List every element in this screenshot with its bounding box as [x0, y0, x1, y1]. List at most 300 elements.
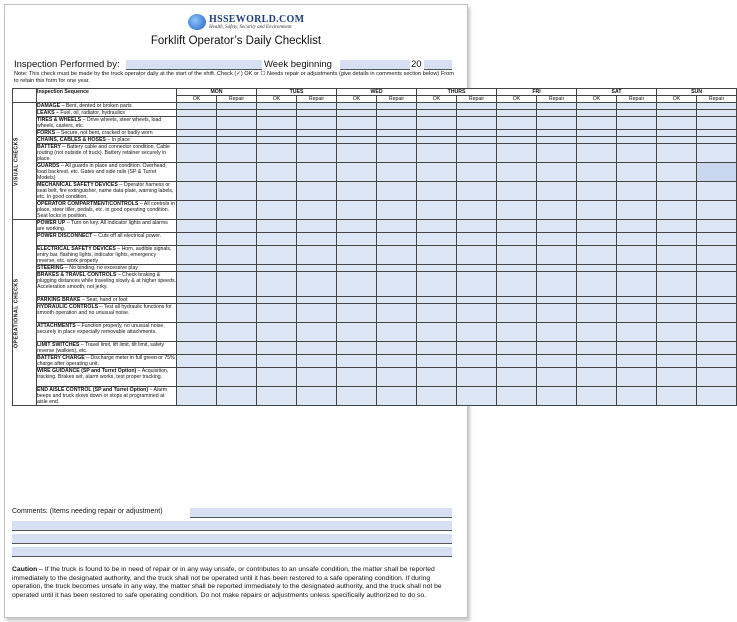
- repair-checkbox-sat[interactable]: [617, 117, 657, 130]
- ok-checkbox-tues[interactable]: [257, 130, 297, 137]
- repair-checkbox-wed[interactable]: [377, 220, 417, 233]
- ok-checkbox-sat[interactable]: [577, 201, 617, 220]
- ok-checkbox-thurs[interactable]: [417, 297, 457, 304]
- repair-checkbox-sat[interactable]: [617, 220, 657, 233]
- ok-checkbox-sat[interactable]: [577, 246, 617, 265]
- ok-checkbox-mon[interactable]: [177, 220, 217, 233]
- comments-line-2[interactable]: [12, 521, 452, 531]
- repair-checkbox-mon[interactable]: [217, 163, 257, 182]
- ok-checkbox-fri[interactable]: [497, 117, 537, 130]
- repair-checkbox-fri[interactable]: [537, 297, 577, 304]
- ok-checkbox-wed[interactable]: [337, 130, 377, 137]
- repair-checkbox-wed[interactable]: [377, 233, 417, 246]
- repair-checkbox-wed[interactable]: [377, 297, 417, 304]
- ok-checkbox-fri[interactable]: [497, 201, 537, 220]
- ok-checkbox-fri[interactable]: [497, 323, 537, 342]
- repair-checkbox-mon[interactable]: [217, 304, 257, 323]
- ok-checkbox-thurs[interactable]: [417, 342, 457, 355]
- repair-checkbox-fri[interactable]: [537, 233, 577, 246]
- ok-checkbox-mon[interactable]: [177, 272, 217, 297]
- repair-checkbox-wed[interactable]: [377, 304, 417, 323]
- ok-checkbox-sat[interactable]: [577, 130, 617, 137]
- repair-checkbox-sun[interactable]: [697, 387, 737, 406]
- ok-checkbox-thurs[interactable]: [417, 323, 457, 342]
- ok-checkbox-fri[interactable]: [497, 355, 537, 368]
- repair-checkbox-wed[interactable]: [377, 368, 417, 387]
- year-field[interactable]: [424, 60, 452, 70]
- ok-checkbox-sun[interactable]: [657, 297, 697, 304]
- ok-checkbox-sat[interactable]: [577, 163, 617, 182]
- repair-checkbox-tues[interactable]: [297, 137, 337, 144]
- ok-checkbox-fri[interactable]: [497, 220, 537, 233]
- repair-checkbox-mon[interactable]: [217, 201, 257, 220]
- ok-checkbox-thurs[interactable]: [417, 387, 457, 406]
- repair-checkbox-sat[interactable]: [617, 182, 657, 201]
- repair-checkbox-sun[interactable]: [697, 163, 737, 182]
- ok-checkbox-tues[interactable]: [257, 163, 297, 182]
- ok-checkbox-tues[interactable]: [257, 246, 297, 265]
- repair-checkbox-sat[interactable]: [617, 342, 657, 355]
- repair-checkbox-fri[interactable]: [537, 201, 577, 220]
- ok-checkbox-sun[interactable]: [657, 130, 697, 137]
- ok-checkbox-fri[interactable]: [497, 297, 537, 304]
- ok-checkbox-wed[interactable]: [337, 355, 377, 368]
- repair-checkbox-tues[interactable]: [297, 387, 337, 406]
- ok-checkbox-sun[interactable]: [657, 220, 697, 233]
- ok-checkbox-tues[interactable]: [257, 233, 297, 246]
- comments-line-3[interactable]: [12, 534, 452, 544]
- repair-checkbox-mon[interactable]: [217, 323, 257, 342]
- repair-checkbox-sat[interactable]: [617, 297, 657, 304]
- repair-checkbox-tues[interactable]: [297, 130, 337, 137]
- repair-checkbox-sun[interactable]: [697, 355, 737, 368]
- ok-checkbox-tues[interactable]: [257, 137, 297, 144]
- repair-checkbox-sun[interactable]: [697, 144, 737, 163]
- ok-checkbox-sun[interactable]: [657, 137, 697, 144]
- repair-checkbox-fri[interactable]: [537, 355, 577, 368]
- ok-checkbox-sat[interactable]: [577, 272, 617, 297]
- ok-checkbox-tues[interactable]: [257, 201, 297, 220]
- ok-checkbox-wed[interactable]: [337, 368, 377, 387]
- ok-checkbox-sat[interactable]: [577, 387, 617, 406]
- ok-checkbox-sat[interactable]: [577, 323, 617, 342]
- ok-checkbox-mon[interactable]: [177, 233, 217, 246]
- ok-checkbox-sat[interactable]: [577, 182, 617, 201]
- repair-checkbox-sat[interactable]: [617, 163, 657, 182]
- repair-checkbox-thurs[interactable]: [457, 163, 497, 182]
- ok-checkbox-fri[interactable]: [497, 342, 537, 355]
- repair-checkbox-thurs[interactable]: [457, 103, 497, 110]
- ok-checkbox-fri[interactable]: [497, 163, 537, 182]
- ok-checkbox-fri[interactable]: [497, 233, 537, 246]
- ok-checkbox-wed[interactable]: [337, 304, 377, 323]
- ok-checkbox-sun[interactable]: [657, 323, 697, 342]
- repair-checkbox-tues[interactable]: [297, 246, 337, 265]
- repair-checkbox-thurs[interactable]: [457, 110, 497, 117]
- repair-checkbox-thurs[interactable]: [457, 144, 497, 163]
- repair-checkbox-tues[interactable]: [297, 233, 337, 246]
- repair-checkbox-sun[interactable]: [697, 304, 737, 323]
- ok-checkbox-mon[interactable]: [177, 342, 217, 355]
- ok-checkbox-mon[interactable]: [177, 297, 217, 304]
- repair-checkbox-mon[interactable]: [217, 342, 257, 355]
- repair-checkbox-sat[interactable]: [617, 144, 657, 163]
- ok-checkbox-tues[interactable]: [257, 323, 297, 342]
- ok-checkbox-thurs[interactable]: [417, 368, 457, 387]
- ok-checkbox-tues[interactable]: [257, 220, 297, 233]
- repair-checkbox-mon[interactable]: [217, 297, 257, 304]
- ok-checkbox-thurs[interactable]: [417, 233, 457, 246]
- repair-checkbox-fri[interactable]: [537, 368, 577, 387]
- ok-checkbox-mon[interactable]: [177, 110, 217, 117]
- repair-checkbox-tues[interactable]: [297, 220, 337, 233]
- repair-checkbox-tues[interactable]: [297, 304, 337, 323]
- repair-checkbox-sat[interactable]: [617, 387, 657, 406]
- ok-checkbox-thurs[interactable]: [417, 246, 457, 265]
- repair-checkbox-thurs[interactable]: [457, 368, 497, 387]
- repair-checkbox-fri[interactable]: [537, 342, 577, 355]
- repair-checkbox-sun[interactable]: [697, 130, 737, 137]
- ok-checkbox-wed[interactable]: [337, 297, 377, 304]
- ok-checkbox-thurs[interactable]: [417, 137, 457, 144]
- ok-checkbox-sun[interactable]: [657, 103, 697, 110]
- repair-checkbox-mon[interactable]: [217, 182, 257, 201]
- ok-checkbox-fri[interactable]: [497, 137, 537, 144]
- repair-checkbox-tues[interactable]: [297, 117, 337, 130]
- ok-checkbox-wed[interactable]: [337, 272, 377, 297]
- ok-checkbox-thurs[interactable]: [417, 355, 457, 368]
- ok-checkbox-thurs[interactable]: [417, 220, 457, 233]
- repair-checkbox-sun[interactable]: [697, 265, 737, 272]
- ok-checkbox-sat[interactable]: [577, 103, 617, 110]
- repair-checkbox-sat[interactable]: [617, 368, 657, 387]
- repair-checkbox-wed[interactable]: [377, 110, 417, 117]
- repair-checkbox-mon[interactable]: [217, 137, 257, 144]
- repair-checkbox-tues[interactable]: [297, 201, 337, 220]
- repair-checkbox-wed[interactable]: [377, 163, 417, 182]
- ok-checkbox-tues[interactable]: [257, 355, 297, 368]
- repair-checkbox-thurs[interactable]: [457, 342, 497, 355]
- repair-checkbox-mon[interactable]: [217, 233, 257, 246]
- ok-checkbox-sun[interactable]: [657, 163, 697, 182]
- repair-checkbox-thurs[interactable]: [457, 272, 497, 297]
- repair-checkbox-sat[interactable]: [617, 246, 657, 265]
- repair-checkbox-sat[interactable]: [617, 355, 657, 368]
- repair-checkbox-fri[interactable]: [537, 163, 577, 182]
- ok-checkbox-tues[interactable]: [257, 342, 297, 355]
- ok-checkbox-mon[interactable]: [177, 103, 217, 110]
- ok-checkbox-fri[interactable]: [497, 304, 537, 323]
- repair-checkbox-sun[interactable]: [697, 117, 737, 130]
- repair-checkbox-fri[interactable]: [537, 130, 577, 137]
- repair-checkbox-thurs[interactable]: [457, 182, 497, 201]
- repair-checkbox-wed[interactable]: [377, 272, 417, 297]
- repair-checkbox-sun[interactable]: [697, 201, 737, 220]
- ok-checkbox-sun[interactable]: [657, 265, 697, 272]
- ok-checkbox-tues[interactable]: [257, 182, 297, 201]
- ok-checkbox-tues[interactable]: [257, 103, 297, 110]
- ok-checkbox-mon[interactable]: [177, 117, 217, 130]
- repair-checkbox-mon[interactable]: [217, 103, 257, 110]
- ok-checkbox-tues[interactable]: [257, 304, 297, 323]
- ok-checkbox-tues[interactable]: [257, 387, 297, 406]
- ok-checkbox-thurs[interactable]: [417, 163, 457, 182]
- repair-checkbox-tues[interactable]: [297, 103, 337, 110]
- ok-checkbox-mon[interactable]: [177, 137, 217, 144]
- repair-checkbox-mon[interactable]: [217, 117, 257, 130]
- repair-checkbox-sat[interactable]: [617, 130, 657, 137]
- ok-checkbox-sun[interactable]: [657, 246, 697, 265]
- repair-checkbox-mon[interactable]: [217, 387, 257, 406]
- repair-checkbox-mon[interactable]: [217, 220, 257, 233]
- ok-checkbox-fri[interactable]: [497, 368, 537, 387]
- ok-checkbox-wed[interactable]: [337, 117, 377, 130]
- ok-checkbox-fri[interactable]: [497, 272, 537, 297]
- ok-checkbox-thurs[interactable]: [417, 182, 457, 201]
- ok-checkbox-thurs[interactable]: [417, 130, 457, 137]
- ok-checkbox-sun[interactable]: [657, 144, 697, 163]
- ok-checkbox-sun[interactable]: [657, 272, 697, 297]
- repair-checkbox-mon[interactable]: [217, 246, 257, 265]
- repair-checkbox-fri[interactable]: [537, 246, 577, 265]
- repair-checkbox-sun[interactable]: [697, 220, 737, 233]
- repair-checkbox-tues[interactable]: [297, 265, 337, 272]
- repair-checkbox-sat[interactable]: [617, 110, 657, 117]
- ok-checkbox-mon[interactable]: [177, 265, 217, 272]
- repair-checkbox-tues[interactable]: [297, 355, 337, 368]
- repair-checkbox-tues[interactable]: [297, 297, 337, 304]
- ok-checkbox-sun[interactable]: [657, 182, 697, 201]
- repair-checkbox-wed[interactable]: [377, 137, 417, 144]
- repair-checkbox-wed[interactable]: [377, 265, 417, 272]
- repair-checkbox-wed[interactable]: [377, 387, 417, 406]
- repair-checkbox-mon[interactable]: [217, 265, 257, 272]
- ok-checkbox-fri[interactable]: [497, 246, 537, 265]
- repair-checkbox-thurs[interactable]: [457, 387, 497, 406]
- ok-checkbox-mon[interactable]: [177, 182, 217, 201]
- ok-checkbox-wed[interactable]: [337, 201, 377, 220]
- repair-checkbox-sun[interactable]: [697, 233, 737, 246]
- ok-checkbox-thurs[interactable]: [417, 144, 457, 163]
- ok-checkbox-sat[interactable]: [577, 233, 617, 246]
- repair-checkbox-fri[interactable]: [537, 304, 577, 323]
- repair-checkbox-sun[interactable]: [697, 137, 737, 144]
- repair-checkbox-sun[interactable]: [697, 246, 737, 265]
- ok-checkbox-mon[interactable]: [177, 246, 217, 265]
- ok-checkbox-tues[interactable]: [257, 297, 297, 304]
- repair-checkbox-mon[interactable]: [217, 110, 257, 117]
- repair-checkbox-sun[interactable]: [697, 323, 737, 342]
- ok-checkbox-sun[interactable]: [657, 110, 697, 117]
- repair-checkbox-thurs[interactable]: [457, 130, 497, 137]
- repair-checkbox-wed[interactable]: [377, 117, 417, 130]
- repair-checkbox-thurs[interactable]: [457, 265, 497, 272]
- comments-line-4[interactable]: [12, 547, 452, 557]
- ok-checkbox-sun[interactable]: [657, 355, 697, 368]
- repair-checkbox-sun[interactable]: [697, 368, 737, 387]
- repair-checkbox-wed[interactable]: [377, 103, 417, 110]
- ok-checkbox-sat[interactable]: [577, 117, 617, 130]
- ok-checkbox-sun[interactable]: [657, 387, 697, 406]
- ok-checkbox-mon[interactable]: [177, 355, 217, 368]
- repair-checkbox-tues[interactable]: [297, 182, 337, 201]
- comments-line-1[interactable]: [190, 508, 452, 518]
- repair-checkbox-wed[interactable]: [377, 144, 417, 163]
- repair-checkbox-fri[interactable]: [537, 137, 577, 144]
- repair-checkbox-tues[interactable]: [297, 110, 337, 117]
- ok-checkbox-wed[interactable]: [337, 233, 377, 246]
- ok-checkbox-wed[interactable]: [337, 103, 377, 110]
- ok-checkbox-tues[interactable]: [257, 144, 297, 163]
- ok-checkbox-sun[interactable]: [657, 368, 697, 387]
- repair-checkbox-wed[interactable]: [377, 130, 417, 137]
- repair-checkbox-sun[interactable]: [697, 272, 737, 297]
- ok-checkbox-thurs[interactable]: [417, 272, 457, 297]
- ok-checkbox-mon[interactable]: [177, 163, 217, 182]
- ok-checkbox-wed[interactable]: [337, 387, 377, 406]
- repair-checkbox-mon[interactable]: [217, 368, 257, 387]
- repair-checkbox-tues[interactable]: [297, 342, 337, 355]
- repair-checkbox-sun[interactable]: [697, 103, 737, 110]
- ok-checkbox-sat[interactable]: [577, 220, 617, 233]
- ok-checkbox-sun[interactable]: [657, 201, 697, 220]
- repair-checkbox-wed[interactable]: [377, 246, 417, 265]
- repair-checkbox-fri[interactable]: [537, 387, 577, 406]
- repair-checkbox-tues[interactable]: [297, 163, 337, 182]
- ok-checkbox-sat[interactable]: [577, 144, 617, 163]
- repair-checkbox-thurs[interactable]: [457, 246, 497, 265]
- repair-checkbox-fri[interactable]: [537, 323, 577, 342]
- ok-checkbox-wed[interactable]: [337, 220, 377, 233]
- ok-checkbox-fri[interactable]: [497, 182, 537, 201]
- repair-checkbox-fri[interactable]: [537, 265, 577, 272]
- ok-checkbox-mon[interactable]: [177, 144, 217, 163]
- ok-checkbox-fri[interactable]: [497, 103, 537, 110]
- ok-checkbox-wed[interactable]: [337, 163, 377, 182]
- ok-checkbox-fri[interactable]: [497, 110, 537, 117]
- repair-checkbox-sun[interactable]: [697, 342, 737, 355]
- ok-checkbox-fri[interactable]: [497, 144, 537, 163]
- ok-checkbox-thurs[interactable]: [417, 265, 457, 272]
- repair-checkbox-mon[interactable]: [217, 272, 257, 297]
- ok-checkbox-sun[interactable]: [657, 304, 697, 323]
- repair-checkbox-fri[interactable]: [537, 182, 577, 201]
- ok-checkbox-mon[interactable]: [177, 304, 217, 323]
- repair-checkbox-thurs[interactable]: [457, 355, 497, 368]
- ok-checkbox-wed[interactable]: [337, 137, 377, 144]
- ok-checkbox-sun[interactable]: [657, 342, 697, 355]
- repair-checkbox-sun[interactable]: [697, 110, 737, 117]
- ok-checkbox-mon[interactable]: [177, 387, 217, 406]
- ok-checkbox-sat[interactable]: [577, 304, 617, 323]
- ok-checkbox-mon[interactable]: [177, 130, 217, 137]
- repair-checkbox-mon[interactable]: [217, 144, 257, 163]
- ok-checkbox-tues[interactable]: [257, 265, 297, 272]
- ok-checkbox-fri[interactable]: [497, 130, 537, 137]
- repair-checkbox-sat[interactable]: [617, 265, 657, 272]
- ok-checkbox-sat[interactable]: [577, 137, 617, 144]
- performed-by-field[interactable]: [126, 60, 262, 70]
- repair-checkbox-tues[interactable]: [297, 323, 337, 342]
- repair-checkbox-fri[interactable]: [537, 220, 577, 233]
- repair-checkbox-sun[interactable]: [697, 297, 737, 304]
- repair-checkbox-fri[interactable]: [537, 144, 577, 163]
- repair-checkbox-sat[interactable]: [617, 323, 657, 342]
- repair-checkbox-thurs[interactable]: [457, 233, 497, 246]
- repair-checkbox-sat[interactable]: [617, 201, 657, 220]
- repair-checkbox-wed[interactable]: [377, 323, 417, 342]
- ok-checkbox-sat[interactable]: [577, 355, 617, 368]
- ok-checkbox-tues[interactable]: [257, 368, 297, 387]
- ok-checkbox-mon[interactable]: [177, 201, 217, 220]
- ok-checkbox-wed[interactable]: [337, 144, 377, 163]
- ok-checkbox-wed[interactable]: [337, 110, 377, 117]
- repair-checkbox-sat[interactable]: [617, 272, 657, 297]
- repair-checkbox-sat[interactable]: [617, 233, 657, 246]
- repair-checkbox-fri[interactable]: [537, 272, 577, 297]
- repair-checkbox-fri[interactable]: [537, 110, 577, 117]
- ok-checkbox-mon[interactable]: [177, 368, 217, 387]
- repair-checkbox-thurs[interactable]: [457, 297, 497, 304]
- repair-checkbox-wed[interactable]: [377, 182, 417, 201]
- ok-checkbox-wed[interactable]: [337, 342, 377, 355]
- repair-checkbox-mon[interactable]: [217, 355, 257, 368]
- repair-checkbox-thurs[interactable]: [457, 304, 497, 323]
- ok-checkbox-sat[interactable]: [577, 368, 617, 387]
- ok-checkbox-thurs[interactable]: [417, 103, 457, 110]
- ok-checkbox-sat[interactable]: [577, 265, 617, 272]
- ok-checkbox-mon[interactable]: [177, 323, 217, 342]
- ok-checkbox-sun[interactable]: [657, 117, 697, 130]
- repair-checkbox-sat[interactable]: [617, 103, 657, 110]
- repair-checkbox-sat[interactable]: [617, 304, 657, 323]
- ok-checkbox-tues[interactable]: [257, 117, 297, 130]
- ok-checkbox-thurs[interactable]: [417, 117, 457, 130]
- repair-checkbox-thurs[interactable]: [457, 117, 497, 130]
- ok-checkbox-sat[interactable]: [577, 297, 617, 304]
- ok-checkbox-fri[interactable]: [497, 387, 537, 406]
- ok-checkbox-thurs[interactable]: [417, 201, 457, 220]
- ok-checkbox-fri[interactable]: [497, 265, 537, 272]
- ok-checkbox-wed[interactable]: [337, 265, 377, 272]
- repair-checkbox-thurs[interactable]: [457, 220, 497, 233]
- repair-checkbox-mon[interactable]: [217, 130, 257, 137]
- ok-checkbox-thurs[interactable]: [417, 110, 457, 117]
- ok-checkbox-thurs[interactable]: [417, 304, 457, 323]
- ok-checkbox-sun[interactable]: [657, 233, 697, 246]
- repair-checkbox-tues[interactable]: [297, 272, 337, 297]
- repair-checkbox-sun[interactable]: [697, 182, 737, 201]
- repair-checkbox-tues[interactable]: [297, 144, 337, 163]
- ok-checkbox-wed[interactable]: [337, 323, 377, 342]
- ok-checkbox-sat[interactable]: [577, 110, 617, 117]
- repair-checkbox-fri[interactable]: [537, 103, 577, 110]
- ok-checkbox-sat[interactable]: [577, 342, 617, 355]
- ok-checkbox-wed[interactable]: [337, 182, 377, 201]
- ok-checkbox-wed[interactable]: [337, 246, 377, 265]
- repair-checkbox-thurs[interactable]: [457, 323, 497, 342]
- repair-checkbox-wed[interactable]: [377, 342, 417, 355]
- repair-checkbox-wed[interactable]: [377, 355, 417, 368]
- ok-checkbox-tues[interactable]: [257, 110, 297, 117]
- repair-checkbox-tues[interactable]: [297, 368, 337, 387]
- repair-checkbox-thurs[interactable]: [457, 137, 497, 144]
- repair-checkbox-wed[interactable]: [377, 201, 417, 220]
- week-beginning-field[interactable]: [340, 60, 410, 70]
- repair-checkbox-sat[interactable]: [617, 137, 657, 144]
- repair-checkbox-thurs[interactable]: [457, 201, 497, 220]
- repair-checkbox-fri[interactable]: [537, 117, 577, 130]
